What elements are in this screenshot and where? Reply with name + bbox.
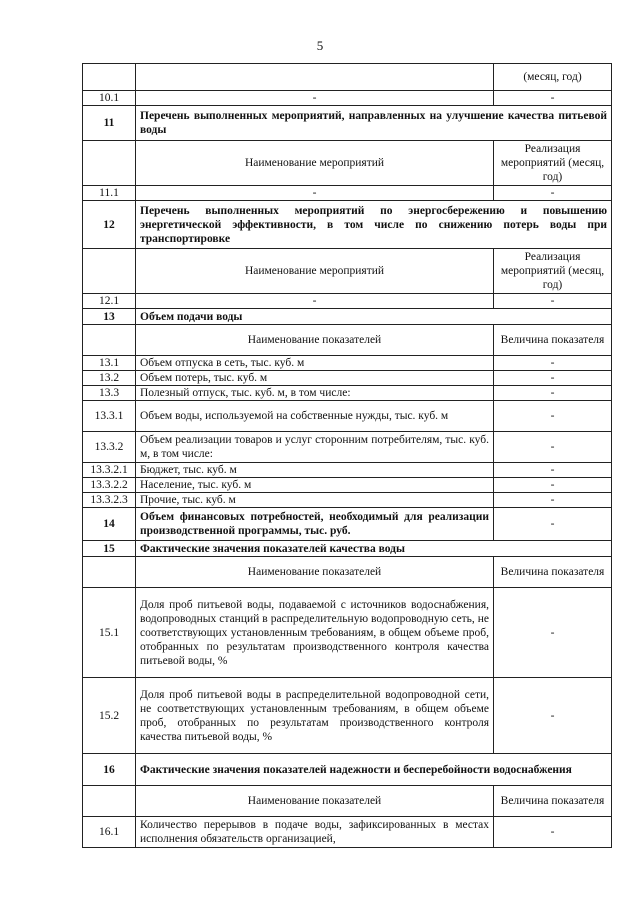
section-row [83,106,612,141]
header-row [83,786,612,817]
table-row [83,401,612,432]
table-row [83,817,612,848]
section-row [83,201,612,249]
row-number-cell [83,141,136,186]
table-row [83,463,612,478]
header-name-cell: Наименование показателей [136,557,494,588]
row-value-cell: - [494,401,612,432]
row-value-cell: (месяц, год) [494,64,612,91]
section-row [83,508,612,541]
table-row [83,91,612,106]
section-number-cell: 12 [83,201,136,249]
row-text-cell: Доля проб питьевой воды в распределительной водопроводной сети, не соответствующих установленным требованиям, в общем объеме проб, отобранных по результатам производственного контроля качества питьевой воды, % [136,678,494,754]
header-value-cell: Величина показателя [494,557,612,588]
row-value-cell: - [494,493,612,508]
table-row [83,432,612,463]
row-number-cell: 13.1 [83,356,136,371]
row-number-cell [83,786,136,817]
row-number-cell: 13.2 [83,371,136,386]
row-text-cell: Население, тыс. куб. м [136,478,494,493]
row-number-cell: 13.3 [83,386,136,401]
row-value-cell: - [494,356,612,371]
row-number-cell: 13.3.1 [83,401,136,432]
section-number-cell: 16 [83,754,136,786]
row-number-cell: 16.1 [83,817,136,848]
table-row [83,478,612,493]
row-number-cell: 13.3.2.2 [83,478,136,493]
header-row [83,141,612,186]
row-number-cell: 13.3.2 [83,432,136,463]
row-value-cell: - [494,588,612,678]
row-value-cell: - [494,432,612,463]
header-name-cell: Наименование мероприятий [136,141,494,186]
table-row [83,356,612,371]
row-text-cell: Количество перерывов в подаче воды, зафиксированных в местах исполнения обязательств организацией, [136,817,494,848]
row-value-cell: - [494,678,612,754]
row-text-cell: - [136,91,494,106]
row-text-cell: Полезный отпуск, тыс. куб. м, в том числе: [136,386,494,401]
header-row [83,249,612,294]
section-title-cell: Перечень выполненных мероприятий по энергосбережению и повышению энергетической эффективности, в том числе по снижению потерь воды при транспортировке [136,201,612,249]
section-row [83,754,612,786]
section-number-cell: 11 [83,106,136,141]
row-value-cell: - [494,91,612,106]
row-number-cell [83,557,136,588]
header-value-cell: Величина показателя [494,786,612,817]
row-number-cell [83,325,136,356]
section-title-cell: Объем финансовых потребностей, необходимый для реализации производственной программы, тыс. руб. [136,508,494,541]
header-value-cell: Реализация мероприятий (месяц, год) [494,249,612,294]
section-row [83,541,612,557]
row-text-cell: Объем воды, используемой на собственные нужды, тыс. куб. м [136,401,494,432]
row-text-cell: - [136,294,494,309]
row-text-cell: - [136,186,494,201]
section-number-cell: 15 [83,541,136,557]
header-name-cell: Наименование мероприятий [136,249,494,294]
table-row [83,493,612,508]
header-row [83,557,612,588]
row-number-cell [83,64,136,91]
row-value-cell: - [494,294,612,309]
header-name-cell: Наименование показателей [136,786,494,817]
row-number-cell: 11.1 [83,186,136,201]
row-number-cell: 10.1 [83,91,136,106]
header-name-cell: Наименование показателей [136,325,494,356]
row-text-cell: Доля проб питьевой воды, подаваемой с источников водоснабжения, водопроводных станций в распределительную водопроводную сеть, не соответствующих установленным требованиям, в общем объеме проб, отобранных по результатам производственного контроля качества питьевой воды, % [136,588,494,678]
row-value-cell: - [494,186,612,201]
row-text-cell [136,64,494,91]
table-row [83,371,612,386]
header-row [83,325,612,356]
table-row [83,588,612,678]
table-row [83,294,612,309]
section-title-cell: Фактические значения показателей качества воды [136,541,612,557]
row-number-cell: 13.3.2.3 [83,493,136,508]
table-row [83,64,612,91]
row-value-cell: - [494,386,612,401]
production-program-table [82,63,612,848]
section-number-cell: 13 [83,309,136,325]
section-row [83,309,612,325]
row-text-cell: Бюджет, тыс. куб. м [136,463,494,478]
row-value-cell: - [494,508,612,541]
section-title-cell: Объем подачи воды [136,309,612,325]
row-value-cell: - [494,463,612,478]
row-text-cell: Прочие, тыс. куб. м [136,493,494,508]
row-number-cell: 12.1 [83,294,136,309]
row-text-cell: Объем отпуска в сеть, тыс. куб. м [136,356,494,371]
page-number: 5 [316,38,324,53]
section-title-cell: Фактические значения показателей надежности и бесперебойности водоснабжения [136,754,612,786]
row-text-cell: Объем потерь, тыс. куб. м [136,371,494,386]
section-number-cell: 14 [83,508,136,541]
section-title-cell: Перечень выполненных мероприятий, направленных на улучшение качества питьевой воды [136,106,612,141]
table-row [83,386,612,401]
row-value-cell: - [494,371,612,386]
row-number-cell [83,249,136,294]
row-number-cell: 15.1 [83,588,136,678]
row-text-cell: Объем реализации товаров и услуг сторонним потребителям, тыс. куб. м, в том числе: [136,432,494,463]
row-value-cell: - [494,478,612,493]
header-value-cell: Реализация мероприятий (месяц, год) [494,141,612,186]
header-value-cell: Величина показателя [494,325,612,356]
row-number-cell: 15.2 [83,678,136,754]
row-number-cell: 13.3.2.1 [83,463,136,478]
table-row [83,186,612,201]
table-row [83,678,612,754]
row-value-cell: - [494,817,612,848]
